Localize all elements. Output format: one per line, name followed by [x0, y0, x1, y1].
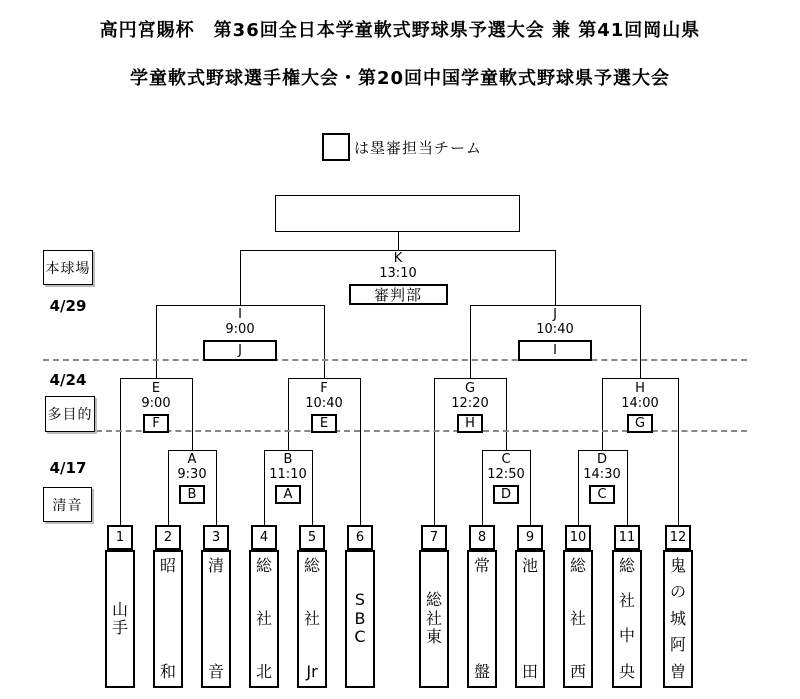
match-time: 9:00 [225, 322, 255, 337]
match-letter: F [320, 381, 328, 396]
venue-box-main: 本球場 [43, 250, 93, 285]
bracket-line [288, 378, 360, 379]
bracket-line [168, 450, 216, 451]
match-E [96, 381, 216, 433]
venue-date-main: 4/29 [49, 297, 87, 315]
bracket-line [434, 378, 506, 379]
match-time: 11:10 [269, 467, 307, 482]
match-K [338, 251, 458, 305]
match-time: 9:30 [177, 467, 207, 482]
team-slot-7 [419, 525, 449, 688]
team-slot-6 [345, 525, 375, 688]
team-name: 総 社 Jr [297, 550, 327, 688]
match-letter: I [238, 307, 242, 322]
match-time: 14:30 [583, 467, 621, 482]
bracket-line [578, 450, 627, 451]
match-letter: K [393, 251, 403, 266]
match-time: 9:00 [141, 396, 171, 411]
page-title-line2: 学童軟式野球選手権大会・第20回中国学童軟式野球県予選大会 [129, 68, 671, 89]
match-H [580, 381, 700, 433]
bracket-line [640, 305, 641, 378]
bracket-line [482, 450, 530, 451]
team-number: 10 [565, 525, 591, 550]
umpire-duty-box: I [518, 340, 592, 361]
team-slot-11 [612, 525, 642, 688]
match-letter: H [635, 381, 645, 396]
match-B [228, 452, 348, 504]
bracket-line [398, 232, 399, 250]
team-name: S B C [345, 550, 375, 688]
team-number: 4 [251, 525, 277, 550]
team-slot-9 [515, 525, 545, 688]
bracket-line [602, 378, 678, 379]
team-number: 9 [517, 525, 543, 550]
match-G [410, 381, 530, 433]
team-number: 3 [203, 525, 229, 550]
bracket-line [240, 250, 241, 305]
team-slot-8 [467, 525, 497, 688]
bracket-line [156, 305, 324, 306]
umpire-duty-box: B [179, 485, 205, 504]
team-slot-12 [663, 525, 693, 688]
match-letter: E [151, 381, 161, 396]
umpire-duty-box: C [589, 485, 615, 504]
team-name: 鬼 の 城 阿 曽 [663, 550, 693, 688]
team-name: 総 社 西 [563, 550, 593, 688]
team-number: 5 [299, 525, 325, 550]
match-D [542, 452, 662, 504]
team-name: 総 社 中 央 [612, 550, 642, 688]
bracket-line [156, 305, 157, 378]
match-letter: A [187, 452, 197, 467]
match-time: 12:20 [451, 396, 489, 411]
venue-box-kiyone: 清音 [43, 487, 92, 522]
team-name: 総 社 北 [249, 550, 279, 688]
match-letter: B [283, 452, 293, 467]
umpire-duty-box: 審判部 [349, 284, 448, 305]
match-time: 10:40 [305, 396, 343, 411]
team-number: 2 [155, 525, 181, 550]
team-slot-2 [153, 525, 183, 688]
team-number: 8 [469, 525, 495, 550]
venue-box-tamokuteki: 多目的 [45, 396, 95, 432]
bracket-line [555, 250, 556, 305]
team-name: 総 社 東 [419, 550, 449, 688]
match-J [495, 307, 615, 361]
match-letter: C [501, 452, 511, 467]
bracket-line [324, 305, 325, 378]
venue-date-kiyone: 4/17 [49, 459, 87, 477]
team-slot-1 [105, 525, 135, 688]
match-time: 13:10 [379, 266, 417, 281]
match-time: 12:50 [487, 467, 525, 482]
umpire-duty-box: J [203, 340, 277, 361]
match-I [180, 307, 300, 361]
team-name: 常 盤 [467, 550, 497, 688]
umpire-duty-box: H [457, 414, 483, 433]
bracket-line [120, 378, 192, 379]
team-slot-4 [249, 525, 279, 688]
umpire-duty-box: G [627, 414, 653, 433]
bracket-line [470, 305, 640, 306]
umpire-box-icon [322, 133, 350, 161]
umpire-duty-box: E [311, 414, 337, 433]
match-letter: G [464, 381, 476, 396]
team-name: 池 田 [515, 550, 545, 688]
match-time: 10:40 [536, 322, 574, 337]
umpire-duty-box: F [143, 414, 169, 433]
venue-date-tamokuteki: 4/24 [49, 371, 87, 389]
team-number: 7 [421, 525, 447, 550]
team-name: 山 手 [105, 550, 135, 688]
match-time: 14:00 [621, 396, 659, 411]
champion-box [275, 195, 520, 232]
team-slot-10 [563, 525, 593, 688]
legend [322, 133, 482, 161]
legend-label: は塁審担当チーム [354, 138, 483, 157]
team-number: 11 [614, 525, 640, 550]
team-name: 清 音 [201, 550, 231, 688]
match-letter: J [553, 307, 557, 322]
page-title-line1: 高円宮賜杯 第36回全日本学童軟式野球県予選大会 兼 第41回岡山県 [99, 20, 701, 41]
team-number: 6 [347, 525, 373, 550]
team-number: 1 [107, 525, 133, 550]
bracket-line [470, 305, 471, 378]
team-slot-3 [201, 525, 231, 688]
team-slot-5 [297, 525, 327, 688]
team-number: 12 [665, 525, 691, 550]
bracket-line [264, 450, 312, 451]
match-letter: D [596, 452, 607, 467]
match-F [264, 381, 384, 433]
umpire-duty-box: D [493, 485, 519, 504]
umpire-duty-box: A [275, 485, 301, 504]
team-name: 昭 和 [153, 550, 183, 688]
divider-dashed [43, 359, 747, 361]
